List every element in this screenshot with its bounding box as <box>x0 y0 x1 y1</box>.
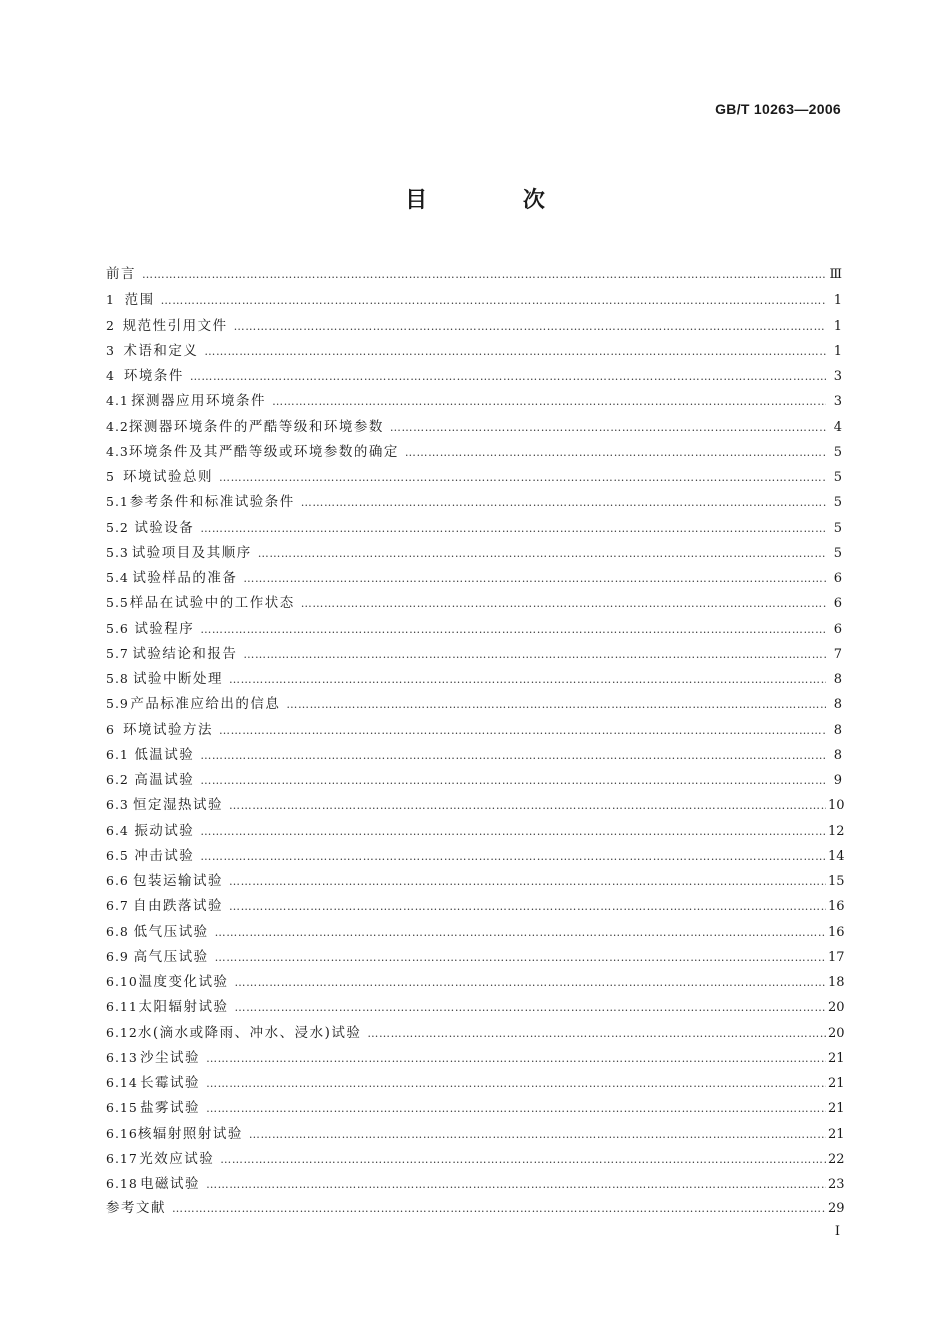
toc-leader-dots <box>220 1147 826 1172</box>
toc-entry-page: 21 <box>828 1050 845 1066</box>
toc-entry-number: 1 <box>106 292 115 308</box>
toc-entry-title: 环境试验方法 <box>123 721 213 738</box>
toc-entry-page: 6 <box>833 571 842 586</box>
toc-entry-number: 6.3 <box>106 797 129 813</box>
toc-entry[interactable] <box>106 1045 845 1070</box>
toc-leader-dots <box>200 516 826 541</box>
toc-entry-number: 6.11 <box>106 999 138 1015</box>
toc-leader-dots <box>172 1196 826 1221</box>
toc-entry[interactable] <box>106 590 842 615</box>
toc-entry-page: 3 <box>833 369 842 384</box>
toc-entry-title: 规范性引用文件 <box>122 317 228 334</box>
toc-entry-title: 电磁试验 <box>140 1176 201 1192</box>
toc-entry-page: 20 <box>828 1025 845 1041</box>
toc-entry[interactable] <box>106 919 845 944</box>
toc-entry-number: 4.3 <box>106 443 129 459</box>
toc-entry[interactable] <box>106 1121 845 1146</box>
toc-entry-number: 6.15 <box>106 1100 138 1116</box>
toc-entry-title: 试验结论和报告 <box>132 645 238 662</box>
toc-entry-page: 7 <box>833 646 842 662</box>
toc-entry-page: 6 <box>833 596 842 612</box>
toc-entry-number: 6.12 <box>106 1024 138 1040</box>
toc-entry[interactable] <box>106 262 842 287</box>
toc-entry[interactable] <box>106 691 842 716</box>
toc-entry-number: 5.1 <box>106 494 129 510</box>
toc-entry[interactable] <box>106 287 842 312</box>
table-of-contents <box>106 262 845 1222</box>
toc-entry[interactable] <box>106 1196 845 1221</box>
toc-entry-page: 5 <box>833 444 842 460</box>
toc-entry-title: 参考文献 <box>106 1200 166 1217</box>
toc-entry[interactable] <box>106 338 842 363</box>
toc-entry-page: 5 <box>833 520 842 536</box>
toc-entry-number: 6.10 <box>106 974 138 989</box>
toc-leader-dots <box>200 844 826 869</box>
toc-entry-page: 21 <box>828 1076 845 1091</box>
toc-entry[interactable] <box>106 464 842 489</box>
page-number: I <box>834 1224 840 1239</box>
toc-entry-title: 包装运输试验 <box>133 873 224 889</box>
toc-entry[interactable] <box>106 818 845 843</box>
toc-entry-title: 振动试验 <box>134 822 195 839</box>
toc-entry[interactable] <box>106 843 845 868</box>
toc-entry-page: 3 <box>833 394 842 410</box>
toc-entry-page: 8 <box>833 672 842 687</box>
toc-leader-dots <box>206 1096 826 1121</box>
standard-code: GB/T 10263—2006 <box>715 101 841 117</box>
toc-entry-number: 6 <box>106 721 115 737</box>
toc-entry-page: Ⅲ <box>829 267 842 282</box>
toc-leader-dots <box>206 1172 826 1197</box>
toc-leader-dots <box>235 970 827 995</box>
toc-entry-number: 6.2 <box>106 772 129 787</box>
toc-entry-page: 29 <box>828 1201 845 1217</box>
toc-entry[interactable] <box>106 641 842 666</box>
toc-entry-page: 23 <box>828 1177 845 1192</box>
toc-entry[interactable] <box>106 717 842 742</box>
toc-entry-title: 自由跌落试验 <box>133 898 224 915</box>
toc-entry-page: 18 <box>828 975 845 990</box>
toc-entry[interactable] <box>106 893 845 918</box>
toc-entry-title: 高温试验 <box>134 772 195 788</box>
toc-entry-page: 4 <box>833 419 842 435</box>
toc-leader-dots <box>200 819 826 844</box>
toc-entry-page: 9 <box>833 773 842 788</box>
toc-entry-title: 产品标准应给出的信息 <box>130 696 281 713</box>
toc-entry-title: 沙尘试验 <box>140 1049 201 1066</box>
toc-entry-number: 6.8 <box>106 923 129 939</box>
toc-entry[interactable] <box>106 439 842 464</box>
toc-entry-number: 6.13 <box>106 1049 138 1065</box>
toc-leader-dots <box>229 667 826 692</box>
toc-leader-dots <box>215 945 826 970</box>
toc-leader-dots <box>200 768 826 793</box>
toc-entry-number: 5.5 <box>106 595 129 611</box>
toc-entry[interactable] <box>106 994 845 1019</box>
toc-entry-number: 6.5 <box>106 847 129 863</box>
toc-entry-title: 探测器应用环境条件 <box>131 393 267 410</box>
toc-entry-number: 6.1 <box>106 746 129 762</box>
toc-entry-page: 22 <box>828 1151 845 1167</box>
page-title: 目 次 <box>405 188 589 213</box>
toc-entry-title: 低温试验 <box>134 746 195 763</box>
toc-entry[interactable] <box>106 792 845 817</box>
toc-entry-title: 恒定湿热试验 <box>133 797 224 814</box>
toc-entry[interactable] <box>106 540 842 565</box>
toc-entry-number: 6.6 <box>106 873 129 888</box>
toc-leader-dots <box>390 415 826 440</box>
toc-entry-title: 盐雾试验 <box>140 1100 201 1117</box>
toc-entry-page: 21 <box>828 1126 845 1142</box>
toc-entry-number: 6.18 <box>106 1176 138 1191</box>
toc-entry[interactable] <box>106 515 842 540</box>
toc-leader-dots <box>301 591 826 616</box>
toc-entry[interactable] <box>106 868 845 893</box>
toc-entry-number: 5 <box>106 469 115 484</box>
toc-leader-dots <box>215 920 826 945</box>
toc-entry-title: 高气压试验 <box>133 948 209 965</box>
toc-entry-page: 8 <box>833 722 842 738</box>
toc-leader-dots <box>219 465 826 490</box>
toc-leader-dots <box>200 743 826 768</box>
toc-leader-dots <box>161 288 826 313</box>
toc-entry-title: 核辐射照射试验 <box>137 1125 243 1142</box>
toc-leader-dots <box>190 364 826 389</box>
toc-entry[interactable] <box>106 1171 845 1196</box>
toc-entry-page: 1 <box>833 343 842 359</box>
toc-entry-title: 冲击试验 <box>134 847 195 864</box>
toc-entry[interactable] <box>106 666 842 691</box>
toc-entry-title: 术语和定义 <box>123 342 199 359</box>
toc-leader-dots <box>229 894 826 919</box>
toc-entry[interactable] <box>106 414 842 439</box>
toc-leader-dots <box>301 490 826 515</box>
toc-entry-title: 低气压试验 <box>133 923 209 940</box>
toc-leader-dots <box>219 718 826 743</box>
toc-leader-dots <box>142 262 826 287</box>
toc-leader-dots <box>235 995 827 1020</box>
toc-leader-dots <box>272 389 826 414</box>
toc-entry-title: 参考条件和标准试验条件 <box>129 494 295 511</box>
toc-entry-title: 光效应试验 <box>139 1150 215 1167</box>
toc-entry-page: 12 <box>828 823 845 839</box>
toc-entry[interactable] <box>106 1095 845 1120</box>
toc-entry[interactable] <box>106 489 842 514</box>
toc-leader-dots <box>405 440 826 465</box>
toc-entry-page: 6 <box>833 621 842 637</box>
toc-entry-number: 5.8 <box>106 671 129 686</box>
toc-leader-dots <box>229 869 826 894</box>
toc-leader-dots <box>286 692 826 717</box>
toc-entry[interactable] <box>106 742 842 767</box>
toc-entry-title: 环境条件及其严酷等级或环境参数的确定 <box>128 443 399 460</box>
toc-entry-page: 5 <box>833 495 842 511</box>
toc-leader-dots <box>204 339 826 364</box>
toc-leader-dots <box>367 1021 826 1046</box>
toc-entry-page: 17 <box>828 949 845 965</box>
toc-entry-page: 8 <box>833 697 842 713</box>
toc-entry-page: 5 <box>833 470 842 485</box>
toc-leader-dots <box>258 541 826 566</box>
toc-entry-number: 4 <box>106 368 115 383</box>
toc-leader-dots <box>234 314 826 339</box>
toc-entry-title: 环境试验总则 <box>123 469 213 485</box>
toc-entry-number: 5.3 <box>106 544 129 560</box>
toc-entry[interactable] <box>106 944 845 969</box>
toc-entry-number: 5.9 <box>106 696 129 712</box>
toc-leader-dots <box>243 566 826 591</box>
toc-entry[interactable] <box>106 767 842 792</box>
toc-entry-number: 6.17 <box>106 1150 138 1166</box>
toc-entry-page: 20 <box>828 1000 845 1016</box>
toc-entry-number: 5.7 <box>106 645 129 661</box>
toc-entry-title: 试验项目及其顺序 <box>131 544 252 561</box>
toc-entry[interactable] <box>106 969 845 994</box>
toc-leader-dots <box>206 1071 826 1096</box>
toc-entry-number: 4.2 <box>106 418 129 434</box>
toc-entry-number: 3 <box>106 342 115 358</box>
toc-leader-dots <box>200 617 826 642</box>
toc-entry-page: 5 <box>833 545 842 561</box>
toc-entry[interactable] <box>106 1146 845 1171</box>
toc-entry[interactable] <box>106 1020 845 1045</box>
toc-entry-page: 1 <box>833 293 842 309</box>
toc-entry-number: 6.7 <box>106 898 129 914</box>
toc-entry-title: 温度变化试验 <box>138 974 229 990</box>
toc-entry-title: 试验程序 <box>134 620 195 637</box>
toc-entry-page: 16 <box>828 899 845 915</box>
toc-entry-title: 前言 <box>106 266 136 282</box>
toc-leader-dots <box>229 793 826 818</box>
toc-entry-page: 8 <box>833 747 842 763</box>
toc-entry-number: 4.1 <box>106 393 129 409</box>
toc-entry-page: 21 <box>828 1101 845 1117</box>
toc-entry-page: 14 <box>828 848 845 864</box>
toc-entry-title: 范围 <box>124 292 155 309</box>
toc-entry-number: 6.4 <box>106 822 129 838</box>
toc-entry[interactable] <box>106 565 842 590</box>
toc-entry-title: 水(滴水或降雨、冲水、浸水)试验 <box>137 1024 362 1041</box>
toc-entry-number: 6.9 <box>106 948 129 964</box>
toc-entry[interactable] <box>106 388 842 413</box>
toc-leader-dots <box>243 642 826 667</box>
toc-entry-title: 长霉试验 <box>140 1075 201 1091</box>
toc-entry-number: 6.16 <box>106 1125 138 1141</box>
toc-leader-dots <box>206 1046 826 1071</box>
toc-entry-title: 试验中断处理 <box>133 671 224 687</box>
toc-entry-page: 15 <box>828 874 845 889</box>
toc-entry[interactable] <box>106 313 842 338</box>
toc-entry-page: 1 <box>833 318 842 334</box>
toc-leader-dots <box>249 1122 826 1147</box>
toc-entry-title: 太阳辐射试验 <box>138 999 229 1016</box>
toc-entry-page: 16 <box>828 924 845 940</box>
toc-entry-title: 样品在试验中的工作状态 <box>129 595 295 612</box>
toc-entry-page: 10 <box>828 798 845 814</box>
toc-entry[interactable] <box>106 616 842 641</box>
toc-entry-title: 试验设备 <box>134 519 195 536</box>
toc-entry-number: 5.2 <box>106 519 129 535</box>
toc-entry-title: 试验样品的准备 <box>132 570 238 586</box>
toc-entry[interactable] <box>106 1070 845 1095</box>
toc-entry-title: 探测器环境条件的严酷等级和环境参数 <box>128 418 384 435</box>
toc-entry[interactable] <box>106 363 842 388</box>
toc-entry-number: 5.4 <box>106 570 129 585</box>
toc-entry-number: 5.6 <box>106 620 129 636</box>
toc-entry-number: 6.14 <box>106 1075 138 1090</box>
toc-entry-title: 环境条件 <box>123 368 184 384</box>
toc-entry-number: 2 <box>106 317 115 333</box>
